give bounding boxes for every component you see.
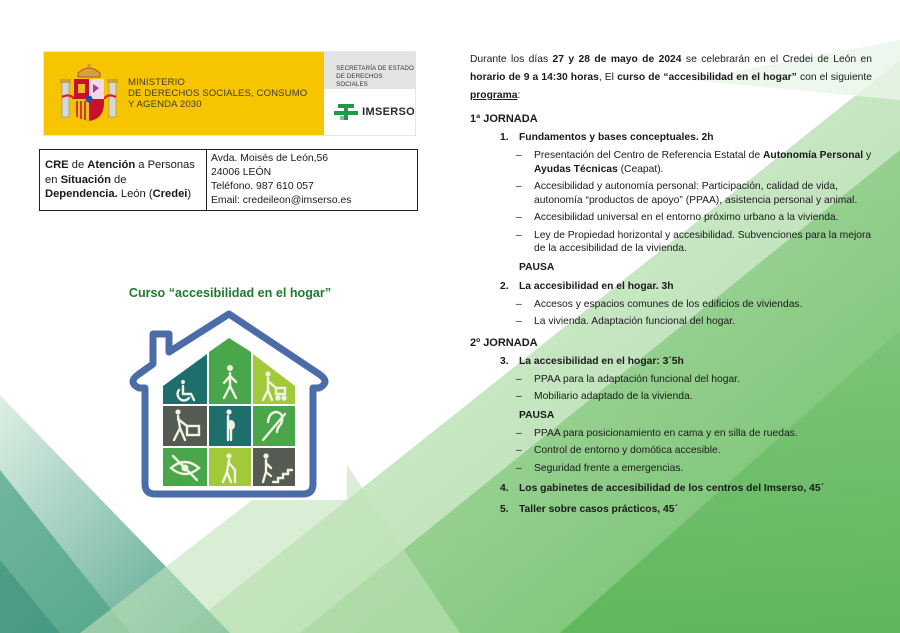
sub-item	[470, 298, 872, 312]
sub-item-text	[534, 149, 872, 176]
secretaria-panel	[324, 52, 415, 135]
dash-bullet: –	[516, 298, 522, 310]
sub-text-bold: Ayudas Técnicas	[534, 163, 618, 175]
dash-bullet: –	[516, 373, 522, 385]
center-name-text: de	[110, 173, 127, 186]
item-title: La accesibilidad en el hogar: 3´5h	[519, 355, 684, 367]
center-name-text: )	[187, 188, 192, 200]
center-name-text: Atención	[87, 159, 136, 171]
dash-bullet: –	[516, 427, 522, 439]
dash-bullet: –	[516, 181, 522, 192]
sub-item	[470, 462, 872, 476]
sub-item	[470, 229, 872, 256]
sub-item-text: PPAA para posicionamiento en cama y en silla de ruedas.	[534, 427, 798, 439]
accessible-house-illustration	[123, 308, 335, 498]
ministry-logo-banner	[43, 51, 416, 136]
course-name: curso de “accesibilidad en el hogar”	[617, 72, 797, 83]
program-item-4	[470, 482, 872, 496]
item-title: Taller sobre casos prácticos, 45´	[519, 504, 678, 515]
sub-item-text: Mobiliario adaptado de la vivienda.	[534, 391, 693, 402]
sub-item-text: La vivienda. Adaptación funcional del hogar.	[534, 316, 735, 327]
sub-text: y	[863, 150, 872, 161]
intro-text: con el siguiente	[796, 72, 872, 83]
spanish-coat-of-arms-icon	[60, 63, 118, 125]
course-poster	[113, 280, 347, 500]
dash-bullet: –	[516, 316, 522, 327]
imserso-label: IMSERSO	[362, 106, 415, 119]
intro-text: se celebrarán en el Credei de León en	[681, 54, 872, 65]
email-address[interactable]: Email: credeileon@imserso.es	[211, 195, 352, 206]
tile-stairs	[253, 448, 295, 486]
item-number: 1.	[500, 132, 509, 143]
sub-item	[470, 149, 872, 176]
secretaria-line-2: DE DERECHOS SOCIALES	[336, 73, 383, 88]
sub-item	[470, 211, 872, 225]
sub-item-text: Accesos y espacios comunes de los edificios de viviendas.	[534, 298, 803, 310]
center-name-cell	[40, 150, 207, 210]
program-item-3	[470, 355, 872, 369]
day-1-heading: 1ª JORNADA	[470, 113, 538, 125]
secretaria-line-1: SECRETARÍA DE ESTADO	[336, 65, 414, 72]
sub-item	[470, 180, 872, 207]
imserso-symbol-icon	[334, 102, 358, 122]
dash-bullet: –	[516, 212, 522, 223]
center-name-text: a Personas en	[45, 159, 195, 186]
center-name-text: de	[68, 159, 88, 171]
sub-item-text: Accesibilidad y autonomía personal: Participación, calidad de vida, autonomía “productos de apoyo” (PPAA), asistencia personal y animal.	[534, 181, 858, 206]
sub-item-text: Accesibilidad universal en el entorno próximo urbano a la vivienda.	[534, 212, 839, 223]
sub-item-text: Seguridad frente a emergencias.	[534, 462, 684, 474]
intro-paragraph	[470, 51, 872, 105]
intro-text: , El	[598, 72, 618, 83]
street-address: Avda. Moisés de León,56	[211, 153, 329, 164]
program-section	[470, 51, 872, 517]
phone-number: Teléfono. 987 610 057	[211, 181, 314, 192]
break-label: PAUSA	[519, 409, 555, 421]
dash-bullet: –	[516, 229, 522, 241]
break-label: PAUSA	[519, 261, 555, 273]
sub-text-bold: Autonomía Personal	[762, 150, 864, 161]
center-name-text: Situación	[60, 173, 111, 186]
ministry-logo-yellow-panel	[44, 52, 324, 135]
center-name-text: CRE	[45, 159, 69, 171]
item-title: La accesibilidad en el hogar. 3h	[519, 280, 674, 292]
ministry-name-line-2: DE DERECHOS SOCIALES, CONSUMO	[128, 88, 308, 99]
intro-text: Durante los días	[470, 54, 553, 65]
sub-item-text: Control de entorno y domótica accesible.	[534, 445, 721, 456]
program-item-2	[470, 280, 872, 294]
item-number: 4.	[500, 483, 509, 494]
sub-item	[470, 427, 872, 441]
center-name-text: Dependencia.	[45, 188, 118, 200]
course-hours: horario de 9 a 14:30 horas	[470, 72, 599, 83]
sub-item	[470, 444, 872, 458]
ministry-name-line-3: Y AGENDA 2030	[128, 99, 202, 110]
program-item-5	[470, 503, 872, 517]
item-number: 5.	[500, 504, 509, 515]
postal-city: 24006 LEÓN	[211, 167, 272, 178]
program-item-1	[470, 131, 872, 145]
center-name-text: Credei	[152, 188, 188, 200]
dash-bullet: –	[516, 462, 522, 474]
ministry-name	[128, 77, 307, 110]
item-number: 2.	[500, 280, 509, 292]
contact-info-box	[39, 149, 418, 211]
sub-item	[470, 315, 872, 329]
item-title: Los gabinetes de accesibilidad de los centros del Imserso, 45´	[519, 483, 825, 494]
item-title: Fundamentos y bases conceptuales. 2h	[519, 132, 714, 143]
dash-bullet: –	[516, 445, 522, 456]
programa-label: programa	[470, 90, 518, 101]
sub-item	[470, 373, 872, 387]
course-dates: 27 y 28 de mayo de 2024	[552, 54, 682, 65]
sub-text: (Ceapat).	[617, 163, 664, 175]
sub-item	[470, 390, 872, 404]
address-cell	[207, 150, 417, 210]
poster-title: Curso “accesibilidad en el hogar”	[128, 286, 332, 300]
imserso-logo	[324, 89, 415, 135]
ministry-name-line-1: MINISTERIO	[128, 77, 185, 88]
center-name-text: León (	[117, 188, 153, 200]
secretaria-label	[324, 52, 415, 89]
sub-item-text: Ley de Propiedad horizontal y accesibilidad. Subvenciones para la mejora de la accesibilidad de la vivienda.	[534, 229, 872, 254]
intro-text: :	[517, 90, 521, 101]
day-2-heading: 2º JORNADA	[470, 336, 538, 349]
dash-bullet: –	[516, 150, 522, 161]
dash-bullet: –	[516, 391, 522, 402]
sub-item-text: PPAA para la adaptación funcional del hogar.	[534, 373, 740, 385]
item-number: 3.	[500, 355, 509, 367]
sub-text: Presentación del Centro de Referencia Estatal de	[534, 150, 763, 161]
